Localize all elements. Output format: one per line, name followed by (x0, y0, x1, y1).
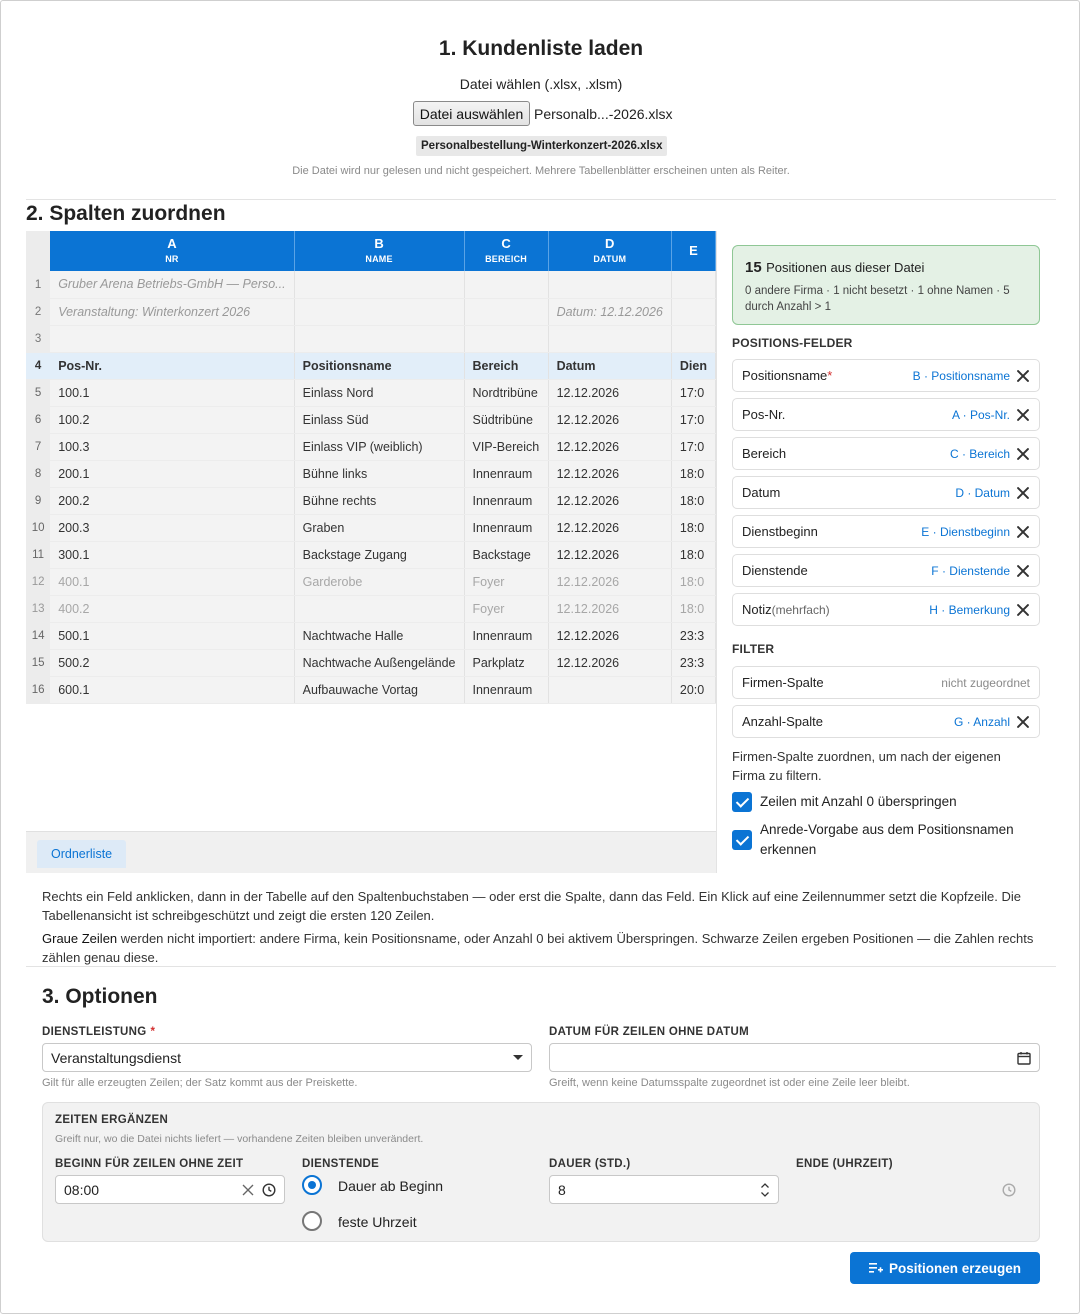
table-cell: 18:0 (671, 541, 715, 568)
radio-duration-label: Dauer ab Beginn (338, 1178, 444, 1194)
skip-zero-checkbox[interactable] (732, 792, 752, 812)
table-cell (464, 325, 548, 352)
start-label: BEGINN FÜR ZEILEN OHNE ZEIT (55, 1158, 244, 1170)
table-cell: Innenraum (464, 676, 548, 703)
service-label-text: DIENSTLEISTUNG (42, 1026, 147, 1038)
row-number[interactable]: 9 (26, 487, 50, 514)
section-3-title: 3. Optionen (42, 985, 158, 1008)
service-label (42, 1026, 155, 1038)
row-number[interactable]: 3 (26, 325, 50, 352)
field-mapped-column: B · Positionsname (912, 368, 1010, 383)
column-header-e[interactable] (671, 231, 715, 271)
table-cell: 500.2 (50, 649, 294, 676)
filter-company-column[interactable] (732, 666, 1040, 699)
divider (26, 199, 1056, 200)
field-mapped-column: C · Bereich (949, 446, 1010, 461)
table-cell: 500.1 (50, 622, 294, 649)
clear-icon[interactable] (1016, 715, 1030, 729)
row-number[interactable]: 7 (26, 433, 50, 460)
table-cell: 12.12.2026 (548, 379, 671, 406)
generate-positions-button[interactable] (850, 1252, 1040, 1284)
stepper-icon[interactable] (760, 1182, 770, 1198)
mapping-field-datum[interactable] (732, 476, 1040, 509)
calendar-icon[interactable] (1017, 1051, 1031, 1065)
mapping-field-dienstbeginn[interactable] (732, 515, 1040, 548)
table-cell: 12.12.2026 (548, 595, 671, 622)
table-cell: 17:0 (671, 433, 715, 460)
field-label-text: Bereich (742, 446, 787, 461)
row-number[interactable]: 11 (26, 541, 50, 568)
required-mark: * (150, 1026, 156, 1038)
field-label (742, 368, 913, 383)
table-cell: 18:0 (671, 568, 715, 595)
table-cell: Aufbauwache Vortag (294, 676, 464, 703)
required-mark: * (827, 368, 833, 383)
table-cell: 17:0 (671, 379, 715, 406)
field-label (742, 524, 921, 539)
duration-label: DAUER (STD.) (549, 1158, 631, 1170)
table-cell: VIP-Bereich (464, 433, 548, 460)
column-letter: A (167, 236, 177, 251)
table-cell (464, 298, 548, 325)
column-letter: C (501, 236, 511, 251)
generate-button-label: Positionen erzeugen (888, 1260, 1022, 1276)
field-mapped-column: E · Dienstbeginn (921, 524, 1010, 539)
table-row (26, 541, 716, 568)
clock-icon[interactable] (262, 1183, 276, 1197)
table-cell: Bereich (464, 352, 548, 379)
positions-heading: POSITIONS-FELDER (732, 336, 853, 350)
help-note-2-text: werden nicht importiert: andere Firma, kein Positionsname, oder Anzahl 0 bei aktivem Überspringen. Schwarze Zeilen ergeben Positionen — die Zahlen rechts zählen genau diese. (42, 931, 1034, 965)
row-number[interactable]: 10 (26, 514, 50, 541)
choose-file-button[interactable]: Datei auswählen (413, 101, 530, 126)
table-cell: Backstage (464, 541, 548, 568)
clear-icon[interactable] (1016, 525, 1030, 539)
salutation-label: Anrede-Vorgabe aus dem Positionsnamen erkennen (760, 822, 1014, 857)
filter-label: Firmen-Spalte (742, 675, 824, 690)
table-cell: Südtribüne (464, 406, 548, 433)
clear-time-icon[interactable] (242, 1184, 254, 1196)
table-cell: Nordtribüne (464, 379, 548, 406)
service-help: Gilt für alle erzeugten Zeilen; der Satz kommt aus der Preiskette. (42, 1077, 358, 1089)
filter-count-column[interactable] (732, 705, 1040, 738)
divider (26, 966, 1056, 967)
panel-divider (716, 231, 717, 873)
clear-icon[interactable] (1016, 486, 1030, 500)
table-cell: Einlass Nord (294, 379, 464, 406)
endtime-label: ENDE (UHRZEIT) (796, 1158, 893, 1170)
field-label (742, 485, 955, 500)
field-label (742, 602, 929, 617)
table-cell (294, 271, 464, 298)
table-row (26, 595, 716, 622)
field-mapped-column: D · Datum (955, 485, 1010, 500)
service-select[interactable] (42, 1043, 532, 1072)
row-number[interactable]: 1 (26, 271, 50, 298)
file-chip: Personalbestellung-Winterkonzert-2026.xlsx (416, 136, 667, 156)
dropdown-caret-icon (513, 1055, 523, 1060)
table-row (26, 379, 716, 406)
table-cell: Bühne links (294, 460, 464, 487)
row-number[interactable]: 6 (26, 406, 50, 433)
table-cell: Nachtwache Halle (294, 622, 464, 649)
table-cell: 300.1 (50, 541, 294, 568)
table-row (26, 460, 716, 487)
table-row (26, 676, 716, 703)
row-number[interactable]: 15 (26, 649, 50, 676)
clear-icon[interactable] (1016, 564, 1030, 578)
table-cell: 12.12.2026 (548, 460, 671, 487)
table-row (26, 406, 716, 433)
help-note-2 (42, 929, 1042, 967)
summary-count: 15 (745, 259, 762, 276)
filter-heading: FILTER (732, 642, 775, 656)
column-name: BEREICH (485, 254, 527, 264)
field-mapped-column: A · Pos-Nr. (951, 407, 1010, 422)
field-label-text: Notiz (742, 602, 772, 617)
table-cell: Bühne rechts (294, 487, 464, 514)
summary-details: 0 andere Firma · 1 nicht besetzt · 1 ohne Namen · 5 durch Anzahl > 1 (745, 285, 1010, 313)
field-label-text: Dienstbeginn (742, 524, 818, 539)
table-cell: Backstage Zugang (294, 541, 464, 568)
row-number[interactable]: 4 (26, 352, 50, 379)
row-number[interactable]: 12 (26, 568, 50, 595)
table-cell: 12.12.2026 (548, 649, 671, 676)
column-header-a[interactable] (50, 231, 294, 271)
filter-value: nicht zugeordnet (941, 675, 1030, 690)
radio-duration[interactable] (302, 1175, 322, 1195)
table-cell: 100.3 (50, 433, 294, 460)
table-cell: Innenraum (464, 487, 548, 514)
spreadsheet-preview (26, 231, 716, 831)
table-row (26, 568, 716, 595)
filter-text: Firmen-Spalte zuordnen, um nach der eigenen Firma zu filtern. (732, 749, 1001, 783)
table-cell: Veranstaltung: Winterkonzert 2026 (50, 298, 294, 325)
summary-text: Positionen aus dieser Datei (766, 260, 925, 275)
table-cell: 200.3 (50, 514, 294, 541)
playlist-add-icon (869, 1262, 883, 1274)
table-cell: 12.12.2026 (548, 406, 671, 433)
disabled-clock-icon (1002, 1183, 1016, 1197)
table-row (26, 514, 716, 541)
column-header-c[interactable] (464, 231, 548, 271)
help-note-1: Rechts ein Feld anklicken, dann in der Tabelle auf den Spaltenbuchstaben — oder erst die Spalte, dann das Feld. Ein Klick auf eine Zeilennummer setzt die Kopfzeile. Die Tabellenansicht ist schreibgeschützt und zeigt die ersten 120 Zeilen. (42, 889, 1021, 923)
table-cell: Innenraum (464, 622, 548, 649)
table-row (26, 622, 716, 649)
table-cell (671, 271, 715, 298)
end-label: DIENSTENDE (302, 1158, 380, 1170)
field-label-text: Datum (742, 485, 781, 500)
sheet-tab-ordnerliste[interactable]: Ordnerliste (37, 840, 126, 868)
mapping-field-dienstende[interactable] (732, 554, 1040, 587)
summary-box (732, 245, 1040, 325)
table-cell: 12.12.2026 (548, 541, 671, 568)
table-cell (548, 271, 671, 298)
start-time-input[interactable] (55, 1175, 285, 1204)
clear-icon[interactable] (1016, 447, 1030, 461)
field-label-text: Pos-Nr. (742, 407, 786, 422)
column-header-b[interactable] (294, 231, 464, 271)
field-label (742, 407, 952, 422)
column-letter: D (605, 236, 615, 251)
times-help: Greift nur, wo die Datei nichts liefert — vorhandene Zeiten bleiben unverändert. (55, 1133, 424, 1145)
times-panel (42, 1102, 1040, 1242)
table-cell: Graben (294, 514, 464, 541)
table-cell: Innenraum (464, 460, 548, 487)
table-cell: Foyer (464, 568, 548, 595)
table-cell: 200.2 (50, 487, 294, 514)
table-cell (548, 325, 671, 352)
table-row (26, 325, 716, 352)
field-label (742, 446, 950, 461)
table-cell: 100.2 (50, 406, 294, 433)
grey-rows-strong: Graue Zeilen (42, 931, 118, 946)
clear-icon[interactable] (1016, 369, 1030, 383)
table-cell: Einlass VIP (weiblich) (294, 433, 464, 460)
table-cell: 100.1 (50, 379, 294, 406)
row-number[interactable]: 5 (26, 379, 50, 406)
table-cell: Pos-Nr. (50, 352, 294, 379)
table-cell: 400.1 (50, 568, 294, 595)
table-cell (50, 325, 294, 352)
table-cell: Dien (671, 352, 715, 379)
table-row (26, 271, 716, 298)
table-row (26, 352, 716, 379)
table-cell: 18:0 (671, 487, 715, 514)
table-cell (294, 298, 464, 325)
table-cell: 23:3 (671, 649, 715, 676)
sheet-tabs-bar (26, 831, 716, 873)
field-mapped-column: F · Dienstende (931, 563, 1010, 578)
table-row (26, 433, 716, 460)
selected-file-name: Personalb...-2026.xlsx (534, 106, 673, 122)
column-letter: E (689, 243, 698, 258)
table-cell: Innenraum (464, 514, 548, 541)
table-cell: Nachtwache Außengelände (294, 649, 464, 676)
table-cell: Gruber Arena Betriebs-GmbH — Perso... (50, 271, 294, 298)
table-cell: Garderobe (294, 568, 464, 595)
times-title: ZEITEN ERGÄNZEN (55, 1114, 169, 1126)
row-number[interactable]: 13 (26, 595, 50, 622)
table-cell: 12.12.2026 (548, 514, 671, 541)
table-row (26, 649, 716, 676)
table-cell: 200.1 (50, 460, 294, 487)
table-cell: Foyer (464, 595, 548, 622)
table-cell: Parkplatz (464, 649, 548, 676)
radio-fixed-time[interactable] (302, 1211, 322, 1231)
table-cell (294, 325, 464, 352)
date-label: DATUM FÜR ZEILEN OHNE DATUM (549, 1026, 749, 1038)
skip-zero-label: Zeilen mit Anzahl 0 überspringen (760, 794, 957, 809)
table-cell: Datum (548, 352, 671, 379)
table-cell: 600.1 (50, 676, 294, 703)
table-cell (548, 676, 671, 703)
column-name: NAME (365, 254, 393, 264)
field-label (742, 563, 931, 578)
file-hint: Die Datei wird nur gelesen und nicht gespeichert. Mehrere Tabellenblätter erscheinen unten als Reiter. (292, 165, 790, 177)
table-cell (294, 595, 464, 622)
table-cell: 18:0 (671, 514, 715, 541)
column-name: DATUM (593, 254, 627, 264)
table-cell (671, 298, 715, 325)
clear-icon[interactable] (1016, 408, 1030, 422)
column-name: NR (165, 254, 179, 264)
section-1-title: 1. Kundenliste laden (438, 37, 644, 60)
clear-icon[interactable] (1016, 603, 1030, 617)
field-label-text: Dienstende (742, 563, 808, 578)
salutation-checkbox[interactable] (732, 830, 752, 850)
mapping-field-notiz[interactable] (732, 593, 1040, 626)
table-cell (671, 325, 715, 352)
row-number[interactable]: 2 (26, 298, 50, 325)
service-select-value: Veranstaltungsdienst (51, 1049, 181, 1066)
start-time-value: 08:00 (64, 1181, 100, 1198)
column-header-d[interactable] (548, 231, 671, 271)
table-cell: 12.12.2026 (548, 568, 671, 595)
mapping-field-bereich[interactable] (732, 437, 1040, 470)
row-number[interactable]: 8 (26, 460, 50, 487)
table-cell (464, 271, 548, 298)
table-cell: 400.2 (50, 595, 294, 622)
table-cell: Positionsname (294, 352, 464, 379)
table-cell: 12.12.2026 (548, 487, 671, 514)
field-mapped-column: H · Bemerkung (929, 602, 1010, 617)
column-letter: B (374, 236, 384, 251)
duration-input[interactable] (549, 1175, 779, 1204)
table-cell: 12.12.2026 (548, 622, 671, 649)
multi-marker: (mehrfach) (771, 603, 830, 617)
table-cell: 17:0 (671, 406, 715, 433)
filter-value: G · Anzahl (953, 714, 1010, 729)
table-cell: 12.12.2026 (548, 433, 671, 460)
table-row (26, 298, 716, 325)
date-help: Greift, wenn keine Datumsspalte zugeordnet ist oder eine Zeile leer bleibt. (549, 1077, 910, 1089)
mapping-field-positionsname[interactable] (732, 359, 1040, 392)
table-row (26, 487, 716, 514)
grid-corner (26, 231, 50, 271)
table-cell: 20:0 (671, 676, 715, 703)
table-cell: 23:3 (671, 622, 715, 649)
filter-label: Anzahl-Spalte (742, 714, 823, 729)
row-number[interactable]: 14 (26, 622, 50, 649)
table-cell: 18:0 (671, 460, 715, 487)
duration-value: 8 (558, 1181, 566, 1198)
radio-fixed-time-label: feste Uhrzeit (338, 1214, 417, 1230)
section-2-title: 2. Spalten zuordnen (26, 202, 226, 225)
mapping-field-pos-nr-[interactable] (732, 398, 1040, 431)
table-cell: 18:0 (671, 595, 715, 622)
field-label-text: Positionsname (742, 368, 828, 383)
table-cell: Datum: 12.12.2026 (548, 298, 671, 325)
date-input[interactable] (549, 1043, 1040, 1072)
file-label: Datei wählen (.xlsx, .xlsm) (459, 76, 623, 92)
table-cell: Einlass Süd (294, 406, 464, 433)
row-number[interactable]: 16 (26, 676, 50, 703)
